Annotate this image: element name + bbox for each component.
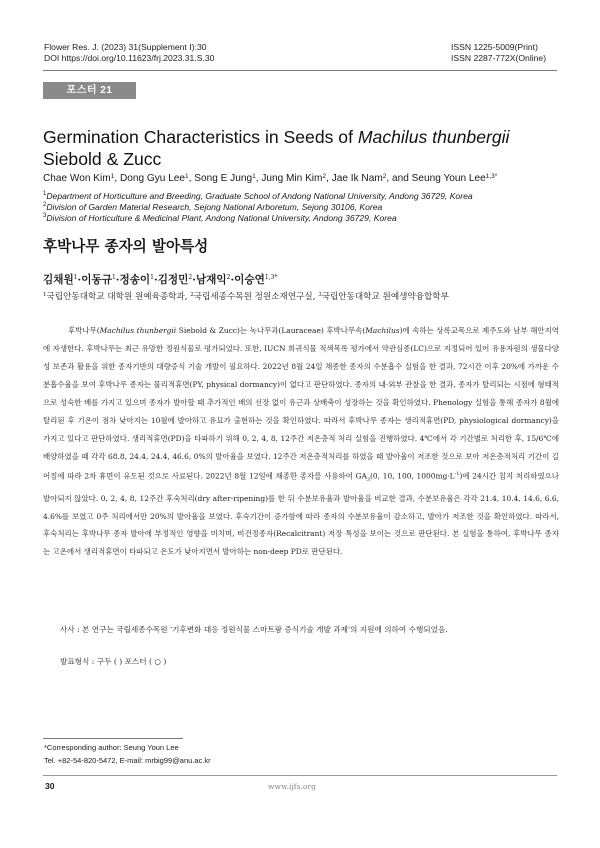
author-name: Dong Gyu Lee (119, 173, 186, 184)
author-name: Song E Jung (194, 173, 253, 184)
author-name: Seung Youn Lee (411, 173, 486, 184)
abstract-text-5: )에 24시간 침지 처리하였으나 발아되지 않았다. 0, 2, 4, 8, 12주간 후숙처리(dry after-ripening)를 한 뒤 수분보유율과 발아율을 비교한 결과, 수분보유율은 각각 21.4, 10.4, 14.6, 6.6, 4.6%를 보였고 0주 처리에서만 20%의 발아율을 보였다. 후숙기간이 증가함에 따라 종자의 수분보유율이 감소하고, 발아가 저조한 것을 확인하였다. 따라서, 후숙처리는 후박나무 종자 발아에 부정적인 영향을 미치며, 비건정종자(Recalcitrant) 저장 특성을 보이는 것으로 판단된다. 본 실험을 통하여, 후박나무 종자는 고온에서 생리적휴면이 타파되고 온도가 낮아지면서 발아하는 non-deep PD로 판단된다. (43, 471, 559, 557)
author-separator: , (188, 173, 195, 184)
author-affiliation-mark: 1 (185, 173, 189, 180)
author-affiliation-mark: 1 (73, 274, 78, 281)
issn-block (451, 42, 546, 64)
contact-info: Tel. +82-54-820-5472, E-mail: mrbig99@anu.ac.kr (44, 756, 211, 765)
affiliation-1-text: Department of Horticulture and Breeding, Graduate School of Andong National University, Andong 36729, Korea (46, 191, 473, 201)
author-affiliation-mark: 2 (322, 173, 327, 180)
author-name: Jung Min Kim (261, 173, 323, 184)
abstract-genus-italic: Machilus (365, 326, 400, 335)
author-separator: , (326, 173, 332, 184)
author-name-kr: 김정민 (157, 274, 189, 286)
author-name: Jae Ik Nam (331, 173, 383, 184)
issn-print: ISSN 1225-5009(Print) (451, 42, 538, 52)
author-list-en (43, 172, 563, 185)
title-part1: Germination Characteristics in Seeds of (43, 127, 358, 147)
journal-website[interactable]: www.ijfs.org (268, 782, 316, 791)
abstract-body (43, 322, 559, 561)
affiliation-kr-3-text: 국립안동대학교 원예생약융합학부 (321, 292, 449, 302)
author-separator: , and (386, 173, 412, 184)
author-separator: , (114, 173, 120, 184)
affiliation-kr-2-mark: 2 (190, 292, 194, 298)
page-number: 30 (45, 781, 55, 791)
presentation-format: 발표형식 : 구두 ( ) 포스터 ( ○ ) (60, 657, 167, 666)
footnote-divider (43, 738, 183, 739)
title-species: Machilus thunbergii (357, 127, 510, 147)
journal-line: Flower Res. J. (2023) 31(Supplement Ⅰ):30 (44, 42, 207, 52)
author-separator: · (230, 274, 235, 286)
author-separator: · (192, 274, 196, 286)
affiliation-list-kr (43, 291, 449, 303)
unit-superscript: -1 (454, 470, 460, 477)
abstract-text-2: Siebold & Zucc)는 녹나무과(Lauraceae) 후박나무속( (176, 326, 366, 335)
author-separator: · (115, 274, 120, 286)
corresponding-author: *Corresponding author: Seung Youn Lee (44, 743, 179, 752)
author-name-kr: 김채원 (43, 274, 74, 286)
affiliation-2 (43, 202, 563, 212)
affiliation-3 (43, 213, 563, 223)
author-affiliation-mark: 2 (188, 274, 193, 281)
abstract-text-4: (0, 10, 100, 1000mg·L (370, 471, 455, 481)
affiliation-kr-2-text: 국립세종수목원 정원소재연구실, (193, 292, 319, 302)
author-affiliation-mark: 2 (382, 173, 387, 180)
journal-citation (44, 42, 214, 64)
author-affiliation-mark: 1 (110, 173, 115, 180)
affiliation-kr-1-mark: 1 (43, 292, 47, 298)
abstract-paragraph (43, 322, 559, 561)
affiliation-2-text: Division of Garden Material Research, Sejong National Arboretum, Sejong 30106, Korea (46, 202, 383, 212)
affiliation-1 (43, 191, 563, 201)
author-affiliation-mark: 1 (150, 274, 154, 281)
affiliation-3-mark: 3 (43, 213, 47, 219)
author-separator: , (255, 173, 262, 184)
abstract-text-3: )에 속하는 상록교목으로 제주도와 남부 해안지역에 자생한다. 후박나무는 최근 유망한 정원식물로 평가되었다. 또한, IUCN 희귀식물 적색목록 평가에서 약관심종(LC)으로 지정되어 있어 유용자원의 생물다양성 보존과 활용을 위한 종자기반의 대량증식 기술 개발이 필요하다. 2022년 8월 24일 채종한 종자의 수분흡수 실험을 한 결과, 72시간 이후 20%에 가까운 수분흡수율을 보여 후박나무 종자는 물리적휴면(PY, physical dormancy)이 없다고 판단하였다. 종자의 내·외부 관찰을 한 결과, 종자가 탈리되는 시점에 형태적으로 성숙한 배를 가지고 있으며 종자가 발아할 때 추가적인 배의 신장 없이 유근과 상배축이 성장하는 것을 확인하였다. Phenology 실험을 통해 종자가 8월에 탈리된 후 기온이 점차 낮아지는 10월에 발아하고 유묘가 출현하는 것을 확인하였다. 따라서 후박나무 종자는 생리적휴면(PD, physiological dormancy)을 가지고 있다고 판단하였다. 생리적휴면(PD)을 타파하기 위해 0, 2, 4, 8, 12주간 저온층적 처리 실험을 진행하였다. 4℃에서 각 기간별로 처리한 후, 15/6℃에 배양하였을 때 각각 68.8, 24.4, 24.4, 46.6, 0%의 발아율을 보였다. 12주간 저온층적처리를 하였을 때 발아율이 저조한 것으로 보아 저온층적처리 기간이 길어짐에 따라 2차 휴면이 유도된 것으로 사료된다. 2022년 8월 12일에 채종한 종자를 사용하여 GA (43, 326, 559, 481)
author-name-kr: 이승연 (234, 274, 265, 286)
author-affiliation-mark: 1 (252, 173, 256, 180)
paper-title-kr: 후박나무 종자의 발아특성 (43, 238, 209, 255)
author-list-kr (43, 273, 277, 287)
author-name: Chae Won Kim (43, 173, 111, 184)
author-name-kr: 남재익 (195, 274, 227, 286)
author-affiliation-mark: 1 (111, 274, 116, 281)
paper-title (43, 126, 563, 170)
header-divider (43, 70, 557, 71)
doi-line[interactable]: DOI https://doi.org/10.11623/frj.2023.31.S.30 (44, 53, 215, 63)
author-affiliation-mark: 2 (226, 274, 231, 281)
author-name-kr: 이동규 (81, 274, 112, 286)
ga3-subscript: 3 (366, 476, 371, 483)
author-affiliation-mark: 1,3* (485, 173, 498, 180)
affiliation-3-text: Division of Horticulture & Medicinal Plant, Andong National University, Andong 36729, Korea (46, 213, 397, 223)
footer-divider (43, 775, 557, 776)
author-name-kr: 정송이 (119, 274, 151, 286)
abstract-species-italic: Machilus thunbergii (99, 326, 177, 335)
author-affiliation-mark: 1,3* (264, 274, 278, 281)
title-part2: Siebold & Zucc (43, 149, 162, 169)
affiliation-1-mark: 1 (43, 191, 47, 197)
section-badge: 포스터 21 (43, 82, 136, 99)
issn-online: ISSN 2287-772X(Online) (451, 53, 547, 63)
abstract-text-1: 후박나무( (68, 326, 100, 335)
author-separator: · (154, 274, 158, 286)
author-separator: · (77, 274, 82, 286)
affiliation-kr-1-text: 국립안동대학교 대학원 원예육종학과, (46, 292, 191, 302)
acknowledgement: 사사 : 본 연구는 국립세종수목원 '기후변화 대응 정원식물 스마트팜 증식기술 개발 과제'의 지원에 의하여 수행되었음. (60, 625, 448, 634)
affiliation-kr-3-mark: 3 (318, 292, 322, 298)
affiliation-2-mark: 2 (43, 202, 47, 208)
